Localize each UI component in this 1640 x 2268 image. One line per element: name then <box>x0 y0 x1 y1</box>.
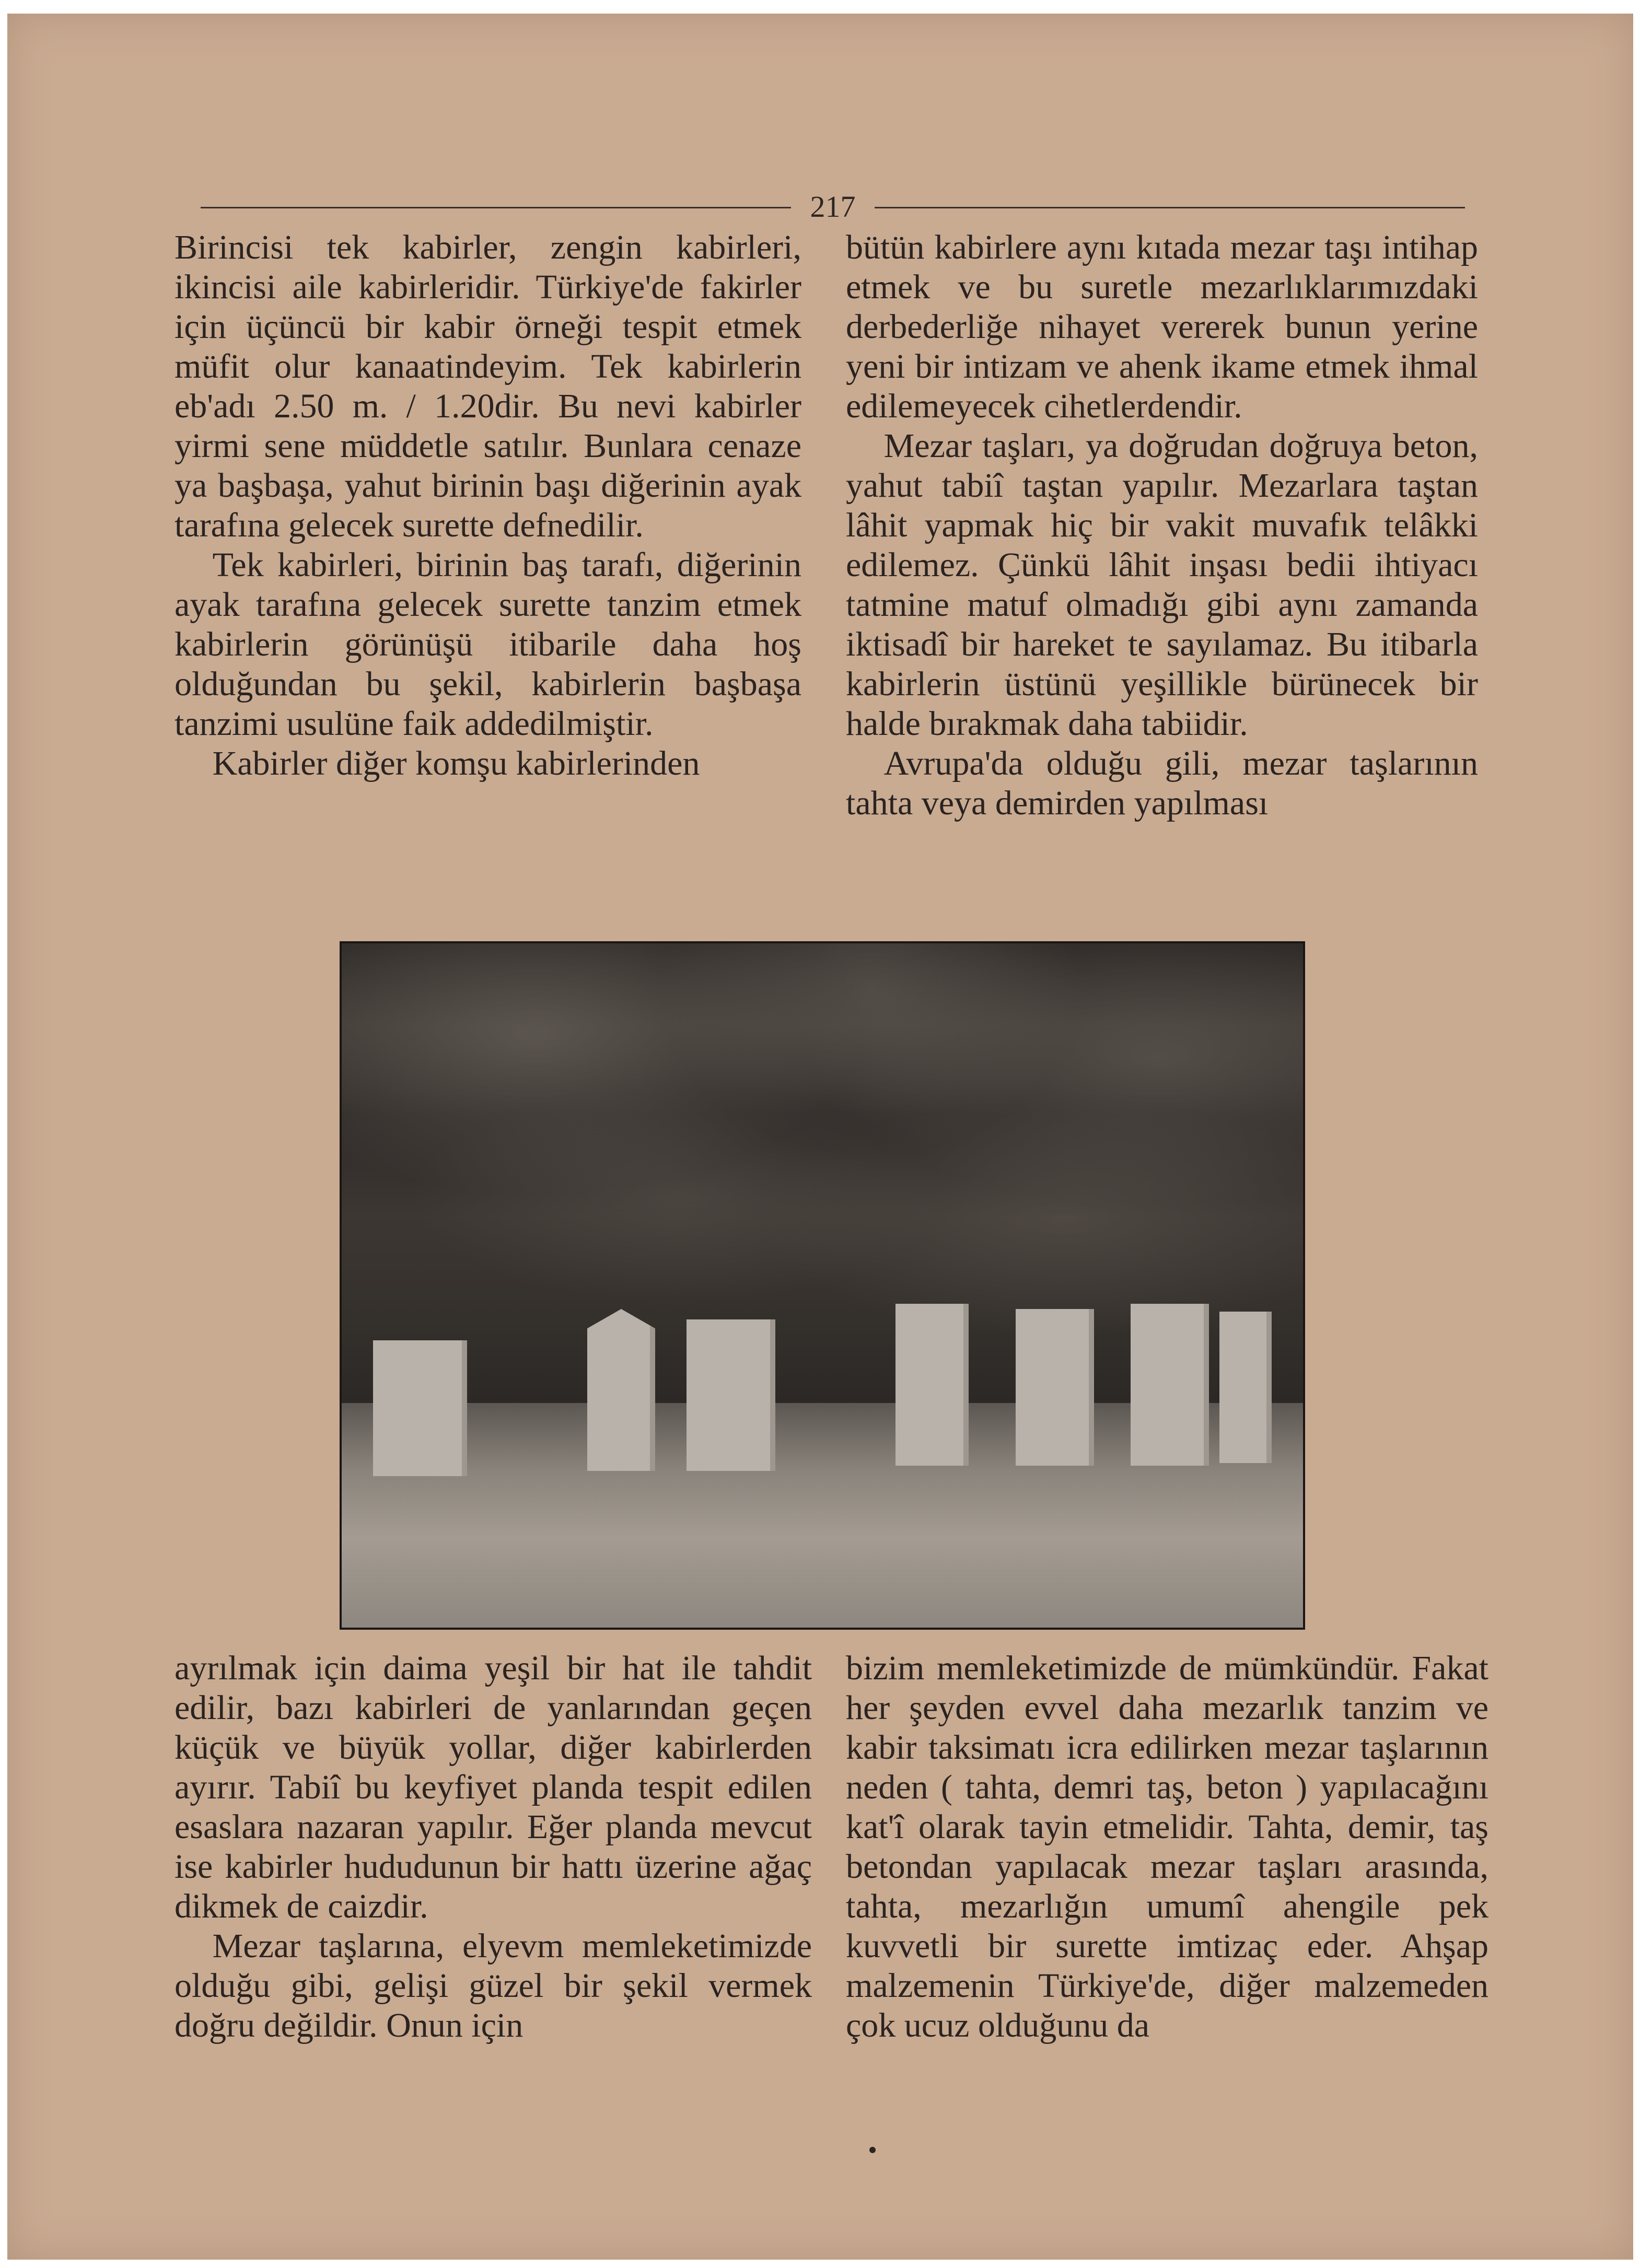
column-bottom-left <box>175 1649 812 2045</box>
gravestone <box>1131 1304 1209 1466</box>
paragraph: Avrupa'da olduğu gili, mezar taşlarının tahta veya demirden yapılması <box>846 744 1478 822</box>
magazine-page <box>7 14 1633 2260</box>
gravestone <box>1219 1312 1272 1463</box>
cemetery-photograph <box>342 943 1303 1628</box>
paragraph: Kabirler diğer komşu kabirlerinden <box>212 744 700 782</box>
header-rule-right <box>875 207 1465 208</box>
column-top-right <box>846 228 1478 823</box>
page-number: 217 <box>810 190 856 224</box>
column-bottom-right <box>846 1649 1488 2045</box>
paragraph: bütün kabirlere aynı kıtada mezar taşı intihap etmek ve bu suretle mezarlıklarımızdaki derbederliğe nihayet vererek bunun yerine yeni bir intizam ve ahenk ikame etmek ihmal edilemeyecek cihetlerdendir. <box>846 228 1478 425</box>
paragraph: Birincisi tek kabirler, zengin kabirleri, ikincisi aile kabirleridir. Türkiye'de fakirler için üçüncü bir kabir örneği tespit etmek müfit olur kanaatindeyim. Tek kabirlerin eb'adı 2.50 m. / 1.20dir. Bu nevi kabirler yirmi sene müddetle satılır. Bunlara cenaze ya başbaşa, yahut birinin başı diğerinin ayak tarafına gelecek surette defnedilir. <box>175 228 801 544</box>
paragraph: Mezar taşları, ya doğrudan doğruya beton, yahut tabiî taştan yapılır. Mezarlara taştan lâhit yapmak hiç bir vakit muvafık telâkki edilemez. Çünkü lâhit inşası bedii ihtiyacı tatmine matuf olmadığı gibi aynı zamanda iktisadî bir hareket te sayılamaz. Bu itibarla kabirlerin üstünü yeşillikle bürünecek bir halde bırakmak daha tabiidir. <box>846 427 1478 743</box>
column-top-left <box>175 228 801 784</box>
gravestone <box>687 1319 775 1471</box>
gravestone <box>1016 1309 1094 1466</box>
gravestone <box>373 1340 467 1476</box>
gravestone <box>587 1309 655 1471</box>
header-rule-left <box>201 207 791 208</box>
page-header <box>201 186 1465 228</box>
gravestone <box>895 1304 969 1466</box>
paragraph: Tek kabirleri, birinin baş tarafı, diğerinin ayak tarafına gelecek surette tanzim etmek kabirlerin görünüşü itibarile daha hoş olduğundan bu şekil, kabirlerin başbaşa tanzimi usulüne faik addedilmiştir. <box>175 546 801 743</box>
paragraph: bizim memleketimizde de mümkündür. Fakat her şeyden evvel daha mezarlık tanzim ve kabir taksimatı icra edilirken mezar taşlarının neden ( tahta, demri taş, beton ) yapılacağını kat'î olarak tayin etmelidir. Tahta, demir, taş betondan yapılacak mezar taşları arasında, tahta, mezarlığın umumî ahengile pek kuvvetli bir surette imtizaç eder. Ahşap malzemenin Türkiye'de, diğer malzemeden çok ucuz olduğunu da <box>846 1649 1488 2044</box>
paragraph: ayrılmak için daima yeşil bir hat ile tahdit edilir, bazı kabirleri de yanlarından geçen küçük ve büyük yollar, diğer kabirlerden ayırır. Tabiî bu keyfiyet planda tespit edilen esaslara nazaran yapılır. Eğer planda mevcut ise kabirler hududunun bir hattı üzerine ağaç dikmek de caizdir. <box>175 1649 812 1925</box>
ink-dot <box>869 2147 876 2153</box>
paragraph: Mezar taşlarına, elyevm memleketimizde olduğu gibi, gelişi güzel bir şekil vermek doğru değildir. Onun için <box>175 1927 812 2044</box>
